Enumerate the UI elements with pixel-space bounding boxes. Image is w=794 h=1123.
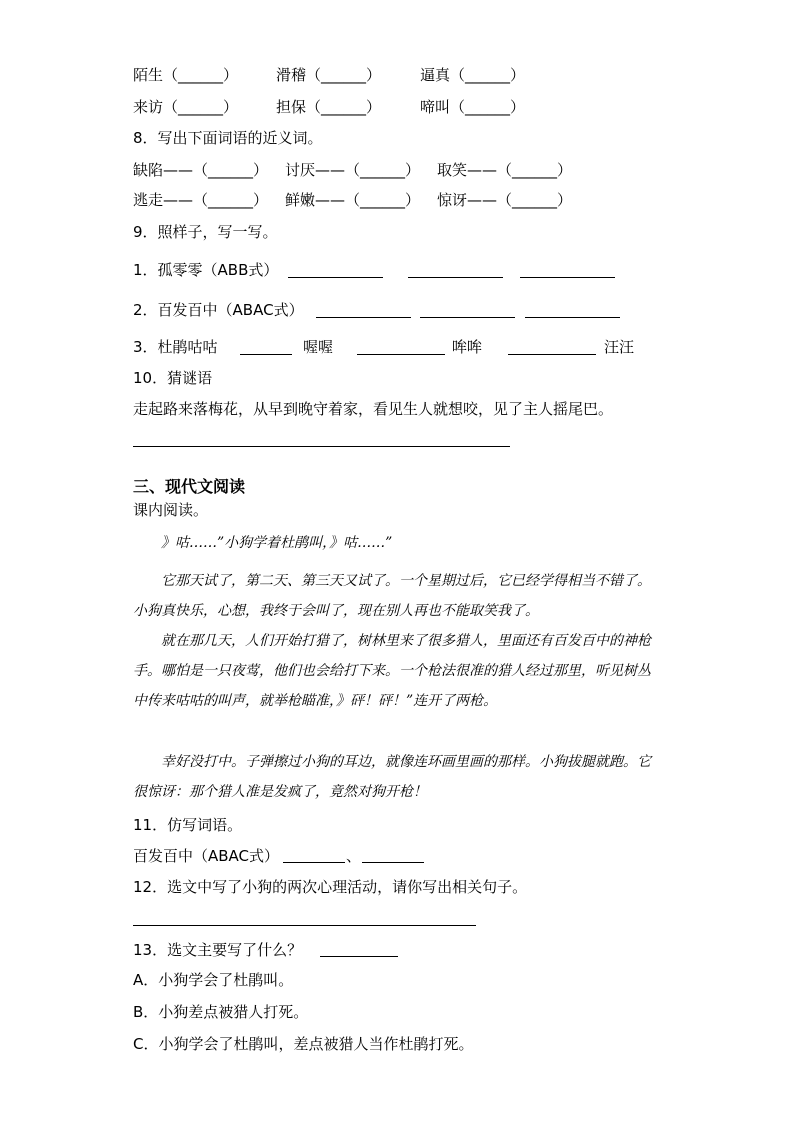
q13-prompt: 13．选文主要写了什么？ bbox=[133, 941, 303, 959]
q8-word-2: 讨厌——（______） bbox=[285, 161, 421, 179]
q7-word-5: 担保（______） bbox=[276, 98, 382, 116]
q13-option-a[interactable]: A．小狗学会了杜鹃叫。 bbox=[133, 971, 294, 989]
q9-prompt: 9．照样子，写一写。 bbox=[133, 223, 278, 241]
answer-line[interactable] bbox=[240, 354, 292, 355]
q11-item: 百发百中（ABAC式） bbox=[133, 847, 280, 865]
q10-riddle: 走起路来落梅花，从早到晚守着家，看见生人就想咬，见了主人摇尾巴。 bbox=[133, 400, 614, 418]
answer-line[interactable] bbox=[525, 317, 620, 318]
q7-word-3: 逼真（______） bbox=[420, 66, 526, 84]
answer-line[interactable] bbox=[508, 354, 596, 355]
q8-word-3: 取笑——（______） bbox=[437, 161, 573, 179]
section-subtitle: 课内阅读。 bbox=[133, 501, 209, 519]
q7-word-1: 陌生（______） bbox=[133, 66, 239, 84]
answer-line[interactable] bbox=[288, 277, 383, 278]
section-title: 三、现代文阅读 bbox=[133, 477, 246, 496]
q12-prompt: 12．选文中写了小狗的两次心理活动，请你写出相关句子。 bbox=[133, 878, 528, 896]
q9-item-2: 2．百发百中（ABAC式） bbox=[133, 301, 304, 319]
q9-item-3-c: 哞哞 bbox=[452, 338, 483, 356]
q7-word-6: 啼叫（______） bbox=[420, 98, 526, 116]
q10-prompt: 10．猜谜语 bbox=[133, 369, 213, 387]
answer-line[interactable] bbox=[420, 317, 515, 318]
answer-line[interactable] bbox=[357, 354, 445, 355]
passage-paragraph-3: 就在那几天，人们开始打猎了，树林里来了很多猎人，里面还有百发百中的神枪手。哪怕是一只夜莺，他们也会给打下来。一个枪法很准的猎人经过那里，听见树丛中传来咕咕的叫声，就举枪瞄准，》砰！砰！”连开了两枪。 bbox=[133, 633, 651, 709]
passage-paragraph-2: 它那天试了，第二天、第三天又试了。一个星期过后，它已经学得相当不错了。小狗真快乐，心想，我终于会叫了，现在别人再也不能取笑我了。 bbox=[133, 573, 651, 619]
q8-prompt: 8．写出下面词语的近义词。 bbox=[133, 129, 323, 147]
q13-option-b[interactable]: B．小狗差点被猎人打死。 bbox=[133, 1003, 309, 1021]
q9-item-3-b: 喔喔 bbox=[303, 338, 334, 356]
answer-line[interactable] bbox=[133, 925, 476, 926]
passage-paragraph-1: 》咕……”小狗学着杜鹃叫，》咕……” bbox=[161, 535, 393, 551]
q8-word-1: 缺陷——（______） bbox=[133, 161, 269, 179]
answer-line[interactable] bbox=[133, 446, 510, 447]
q9-item-3: 3．杜鹃咕咕 bbox=[133, 338, 218, 356]
answer-line[interactable] bbox=[283, 862, 345, 863]
q11-separator: 、 bbox=[346, 847, 362, 865]
q8-word-5: 鲜嫩——（______） bbox=[285, 191, 421, 209]
q8-word-4: 逃走——（______） bbox=[133, 191, 269, 209]
answer-line[interactable] bbox=[520, 277, 615, 278]
q7-word-2: 滑稽（______） bbox=[276, 66, 382, 84]
passage-paragraph-4: 幸好没打中。子弹擦过小狗的耳边，就像连环画里画的那样。小狗拔腿就跑。它很惊讶：那个猎人准是发疯了，竟然对狗开枪！ bbox=[133, 754, 651, 800]
q9-item-3-d: 汪汪 bbox=[604, 338, 635, 356]
q9-item-1: 1．孤零零（ABB式） bbox=[133, 261, 279, 279]
answer-line[interactable] bbox=[320, 956, 398, 957]
q13-option-c[interactable]: C．小狗学会了杜鹃叫，差点被猎人当作杜鹃打死。 bbox=[133, 1035, 474, 1053]
answer-line[interactable] bbox=[362, 862, 424, 863]
q11-prompt: 11．仿写词语。 bbox=[133, 816, 243, 834]
q7-word-4: 来访（______） bbox=[133, 98, 239, 116]
answer-line[interactable] bbox=[316, 317, 411, 318]
answer-line[interactable] bbox=[408, 277, 503, 278]
q8-word-6: 惊讶——（______） bbox=[437, 191, 573, 209]
